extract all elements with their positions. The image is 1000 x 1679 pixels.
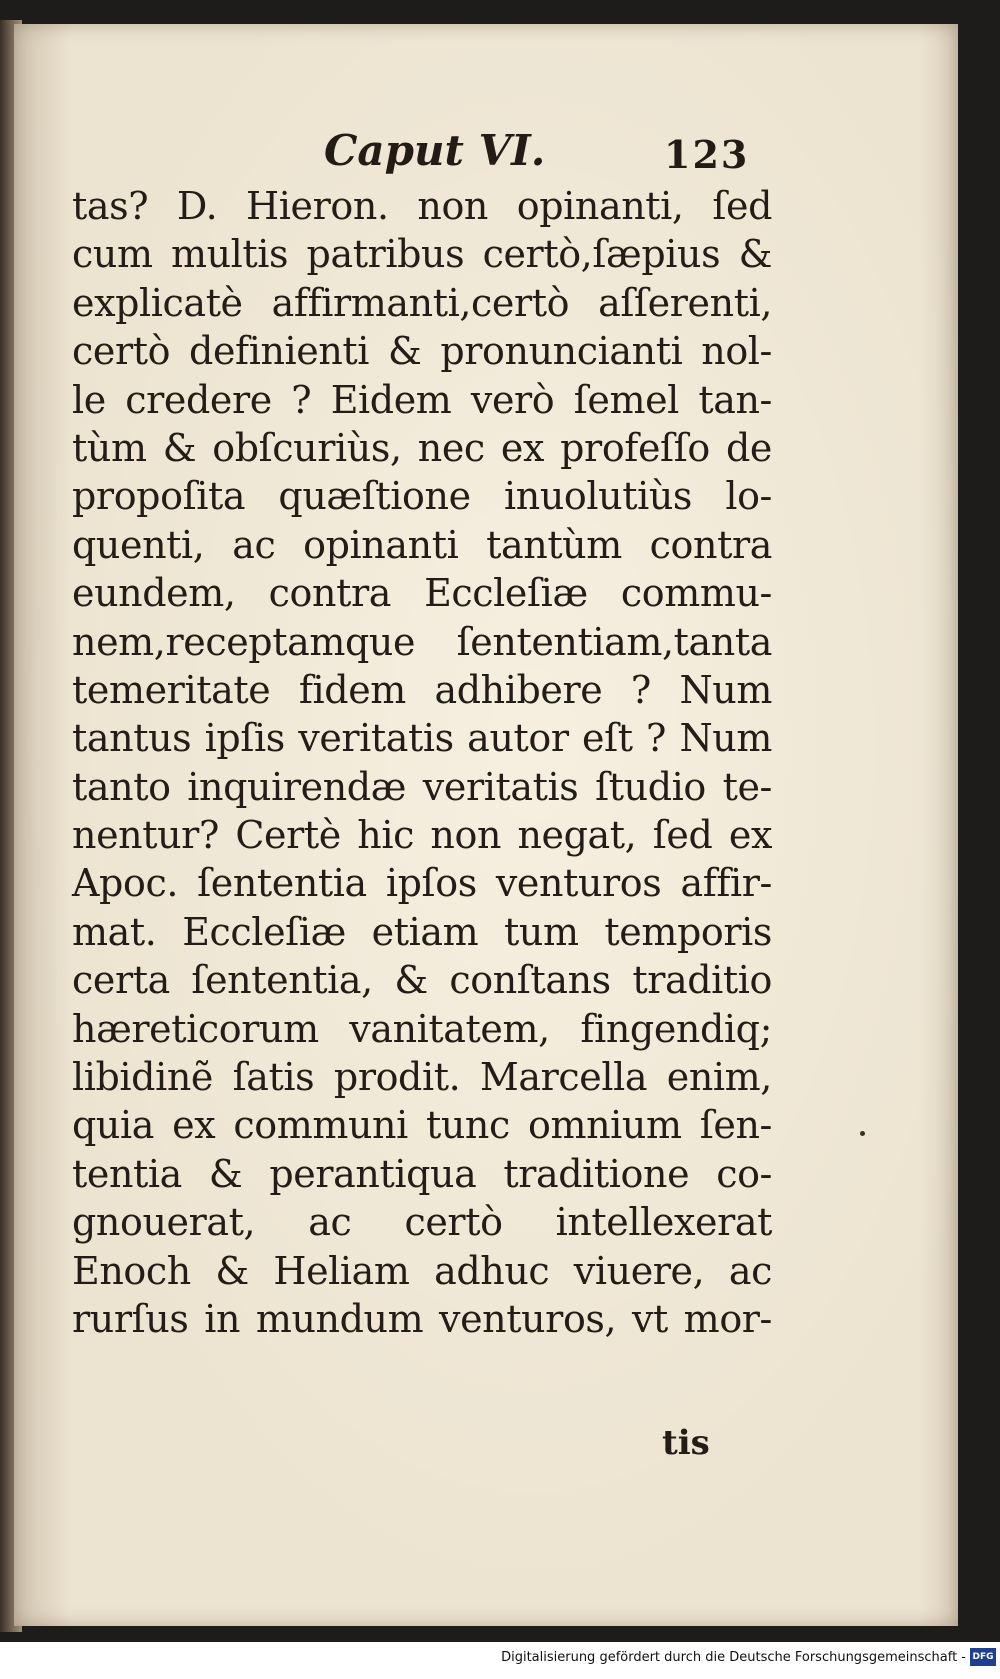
text-line: quia ex communi tunc omnium ſen- [72, 1103, 772, 1148]
text-line: Apoc. ſententia ipſos venturos affir- [72, 861, 772, 906]
text-line: gnouerat, ac certò intellexerat [72, 1200, 772, 1245]
book-page [14, 24, 958, 1626]
text-line: tentia & perantiqua traditione co- [72, 1151, 772, 1196]
text-line: certò definienti & pronuncianti nol- [72, 329, 772, 374]
text-line: rurſus in mundum venturos, vt mor- [72, 1296, 772, 1341]
text-line: nem,receptamque ſententiam,tanta [72, 619, 772, 664]
catchword: tis [662, 1423, 710, 1463]
text-line: tùm & obſcuriùs, nec ex profeſſo de [72, 425, 772, 470]
ink-speck [860, 1131, 865, 1136]
text-line: tantus ipſis veritatis autor eſt ? Num [72, 716, 772, 761]
text-line: le credere ? Eidem verò ſemel tan- [72, 377, 772, 422]
text-line: quenti, ac opinanti tantùm contra [72, 522, 772, 567]
funding-credit: Digitalisierung gefördert durch die Deutsche Forschungsgemeinschaft - [501, 1650, 966, 1665]
text-line: tanto inquirendæ veritatis ſtudio te- [72, 764, 772, 809]
footer-bar [0, 1642, 1000, 1679]
running-head [14, 106, 958, 186]
text-line: cum multis patribus certò,ſæpius & [72, 232, 772, 277]
text-line: propoſita quæſtione inuolutiùs lo- [72, 474, 772, 519]
text-line: temeritate fidem adhibere ? Num [72, 667, 772, 712]
page-number: 123 [664, 132, 750, 177]
dfg-logo: DFG [970, 1648, 996, 1666]
body-text [72, 182, 772, 1343]
text-line: nentur? Certè hic non negat, ſed ex [72, 813, 772, 858]
text-line: explicatè affirmanti,certò aſſerenti, [72, 280, 772, 325]
text-line: certa ſententia, & conſtans traditio [72, 958, 772, 1003]
text-line: Enoch & Heliam adhuc viuere, ac [72, 1248, 772, 1293]
text-line: hæreticorum vanitatem, fingendiq; [72, 1006, 772, 1051]
text-line: mat. Eccleſiæ etiam tum temporis [72, 909, 772, 954]
chapter-title: Caput VI. [324, 126, 546, 175]
text-line: eundem, contra Eccleſiæ commu- [72, 571, 772, 616]
text-line: tas? D. Hieron. non opinanti, ſed [72, 184, 772, 228]
text-line: libidinẽ ſatis prodit. Marcella enim, [72, 1055, 772, 1100]
